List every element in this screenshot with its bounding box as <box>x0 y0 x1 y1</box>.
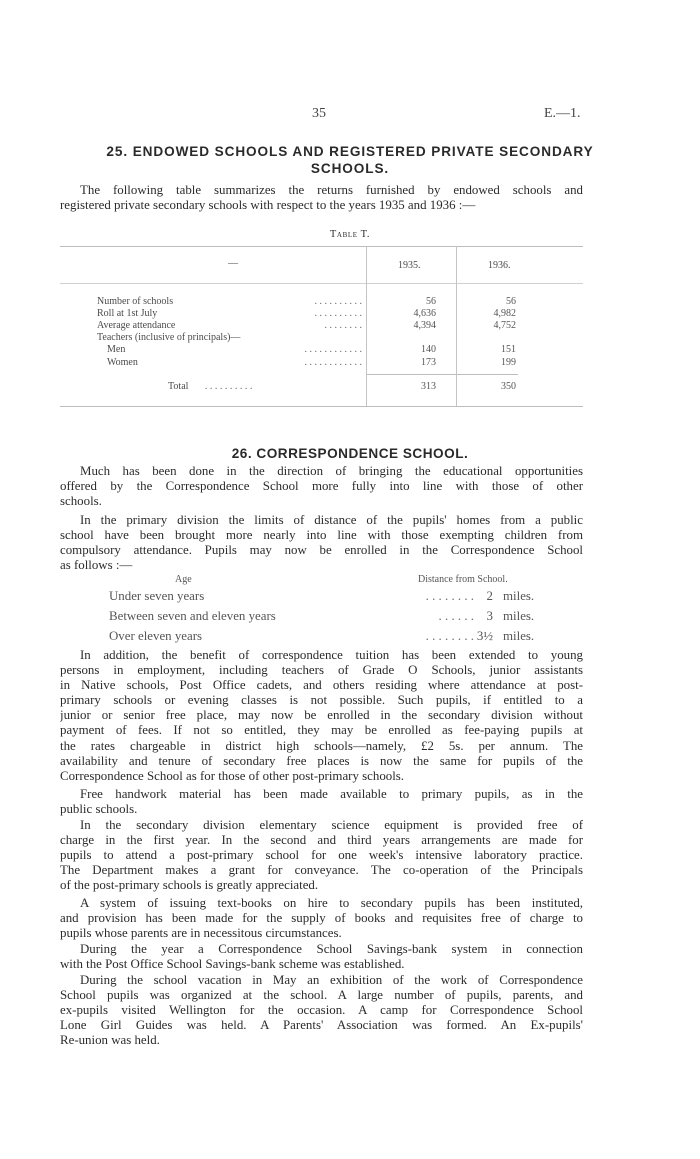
text-line: charge in the first year. In the second and third years arrangements are made for <box>60 833 583 848</box>
text-line: payment of fees. If not so entitled, they may be enrolled as fee-paying pupils at <box>60 723 583 738</box>
text-line: junior or senior free place, may now be enrolled in the secondary division without <box>60 708 583 723</box>
row-label-text: Roll at 1st July <box>97 308 158 320</box>
table-cell-1936: 4,752 <box>493 320 516 332</box>
table-cell-1936: 4,982 <box>493 308 516 320</box>
section-26-paragraph-1 <box>60 464 583 509</box>
text-line: Re-union was held. <box>60 1033 160 1048</box>
text-line: Free handwork material has been made available to primary pupils, as in the <box>80 787 583 801</box>
table-total-1936: 350 <box>501 381 516 392</box>
text-line: During the year a Correspondence School Savings-bank system in connection <box>80 942 583 956</box>
text-line: availability and tenure of secondary free places is now the same for pupils of the <box>60 753 583 768</box>
table-caption: Table T. <box>329 229 371 240</box>
total-label: Total <box>168 381 189 392</box>
text-line: offered by the Correspondence School more fully into line with those of other <box>60 479 583 494</box>
table-row-label <box>97 332 240 344</box>
table-header-rule <box>60 283 583 284</box>
text-line: registered private secondary schools with respect to the years 1935 and 1936 :— <box>60 198 476 213</box>
table-cell-1935: 140 <box>421 344 436 356</box>
row-leader-dots: . . . . . . . . <box>324 320 362 332</box>
table-row-label <box>97 296 173 308</box>
page-number: 35 <box>312 106 326 121</box>
distance-row-leader: . . . . . . <box>438 609 474 623</box>
section-26-paragraph-6 <box>60 896 583 941</box>
table-cell-1935: 4,394 <box>413 320 436 332</box>
table-header-1935: 1935. <box>398 260 421 271</box>
section-26-title: 26. CORRESPONDENCE SCHOOL. <box>231 446 469 461</box>
section-26-paragraph-2 <box>60 513 583 573</box>
section-25-intro <box>60 183 583 213</box>
text-line: the rates chargeable in district high schools—namely, £2 5s. per annum. The <box>60 738 583 753</box>
text-line: in Native schools, Post Office cadets, and others residing where attendance at post- <box>60 678 583 693</box>
table-cell-1935: 173 <box>421 356 436 368</box>
distance-row-value: 3½ <box>476 629 493 643</box>
distance-row-age: Under seven years <box>109 589 205 603</box>
table-header-dash: — <box>228 258 238 269</box>
text-line: Correspondence School as for those of other post-primary schools. <box>60 768 405 783</box>
row-label-text: Average attendance <box>97 320 176 332</box>
text-line: ex-pupils visited Wellington for the occasion. A camp for Correspondence School <box>60 1003 583 1018</box>
text-line: In addition, the benefit of correspondence tuition has been extended to young <box>80 648 583 662</box>
table-total-label <box>168 381 252 393</box>
text-line: school have been brought more nearly into line with those exempting children from <box>60 528 583 543</box>
row-leader-dots: . . . . . . . . . . <box>314 308 362 320</box>
table-col-divider-2 <box>456 246 457 406</box>
table-cell-1936: 56 <box>506 296 516 307</box>
text-line: of the post-primary schools is greatly appreciated. <box>60 878 319 893</box>
distance-header-distance: Distance from School. <box>418 574 508 585</box>
table-cell-1936: 199 <box>501 356 516 368</box>
text-line: The Department makes a grant for conveyance. The co-operation of the Principals <box>60 863 583 878</box>
row-leader-dots: . . . . . . . . . . . . <box>304 356 362 368</box>
section-26-paragraph-8 <box>60 973 583 1048</box>
text-line: Much has been done in the direction of bringing the educational opportunities <box>80 464 583 478</box>
distance-row-leader: . . . . . . . . <box>425 629 474 643</box>
distance-row-age: Between seven and eleven years <box>109 609 276 623</box>
text-line: pupils to attend a post-primary school for one week's intensive laboratory practice. <box>60 848 583 863</box>
table-row-label <box>97 308 157 320</box>
distance-row-value: 2 <box>486 589 493 603</box>
text-line: as follows :— <box>60 558 133 573</box>
table-subtotal-rule <box>366 374 518 375</box>
table-cell-1935: 4,636 <box>413 308 436 320</box>
distance-header-age: Age <box>175 574 192 585</box>
total-leader: . . . . . . . . . . <box>204 381 253 392</box>
row-label-text: Teachers (inclusive of principals)— <box>97 332 241 344</box>
table-row-label <box>107 357 138 369</box>
text-line: primary schools or evening classes is not possible. Such pupils, if entitled to a <box>60 693 583 708</box>
text-line: persons in employment, including teachers of Grade O Schools, junior assistants <box>60 663 583 678</box>
text-line: A system of issuing text-books on hire to secondary pupils has been instituted, <box>80 896 583 910</box>
text-line: schools. <box>60 494 102 509</box>
table-top-rule <box>60 246 583 247</box>
text-line: pupils whose parents are in necessitous circumstances. <box>60 926 342 941</box>
row-leader-dots: . . . . . . . . . . . . <box>304 344 362 356</box>
text-line: School pupils was organized at the school. A large number of pupils, parents, and <box>60 988 583 1003</box>
text-line: The following table summarizes the returns furnished by endowed schools and <box>80 183 583 197</box>
section-25-title-line-2: SCHOOLS. <box>310 161 390 176</box>
table-row-label <box>97 320 175 332</box>
text-line: In the primary division the limits of distance of the pupils' homes from a public <box>80 513 583 527</box>
table-bottom-rule <box>60 406 583 407</box>
text-line: and provision has been made for the supply of books and requisites free of charge to <box>60 911 583 926</box>
distance-row-value: 3 <box>486 609 493 623</box>
document-code: E.—1. <box>544 106 581 121</box>
text-line: In the secondary division elementary science equipment is provided free of <box>80 818 583 832</box>
distance-row-age: Over eleven years <box>109 629 203 643</box>
section-26-paragraph-3 <box>60 648 583 784</box>
distance-row-unit: miles. <box>503 609 535 623</box>
text-line: public schools. <box>60 802 138 817</box>
section-26-paragraph-4 <box>60 787 583 817</box>
distance-row-unit: miles. <box>503 589 535 603</box>
table-header-1936: 1936. <box>488 260 511 271</box>
table-row-label <box>107 344 125 356</box>
table-total-1935: 313 <box>421 381 436 392</box>
section-26-paragraph-7 <box>60 942 583 972</box>
text-line: with the Post Office School Savings-bank scheme was established. <box>60 957 405 972</box>
text-line: During the school vacation in May an exhibition of the work of Correspondence <box>80 973 583 987</box>
row-label-text: Number of schools <box>97 296 174 307</box>
row-label-text: Men <box>107 344 126 356</box>
section-26-paragraph-5 <box>60 818 583 893</box>
distance-row-leader: . . . . . . . . <box>425 589 474 603</box>
table-col-divider-1 <box>366 246 367 406</box>
section-25-title-line-1: 25. ENDOWED SCHOOLS AND REGISTERED PRIVATE SECONDARY <box>106 144 594 159</box>
row-leader-dots: . . . . . . . . . . <box>314 296 362 307</box>
text-line: Lone Girl Guides was held. A Parents' Association was formed. An Ex-pupils' <box>60 1018 583 1033</box>
distance-row-unit: miles. <box>503 629 535 643</box>
text-line: compulsory attendance. Pupils may now be enrolled in the Correspondence School <box>60 543 583 558</box>
table-cell-1936: 151 <box>501 344 516 356</box>
row-label-text: Women <box>107 356 138 368</box>
table-cell-1935: 56 <box>426 296 436 307</box>
